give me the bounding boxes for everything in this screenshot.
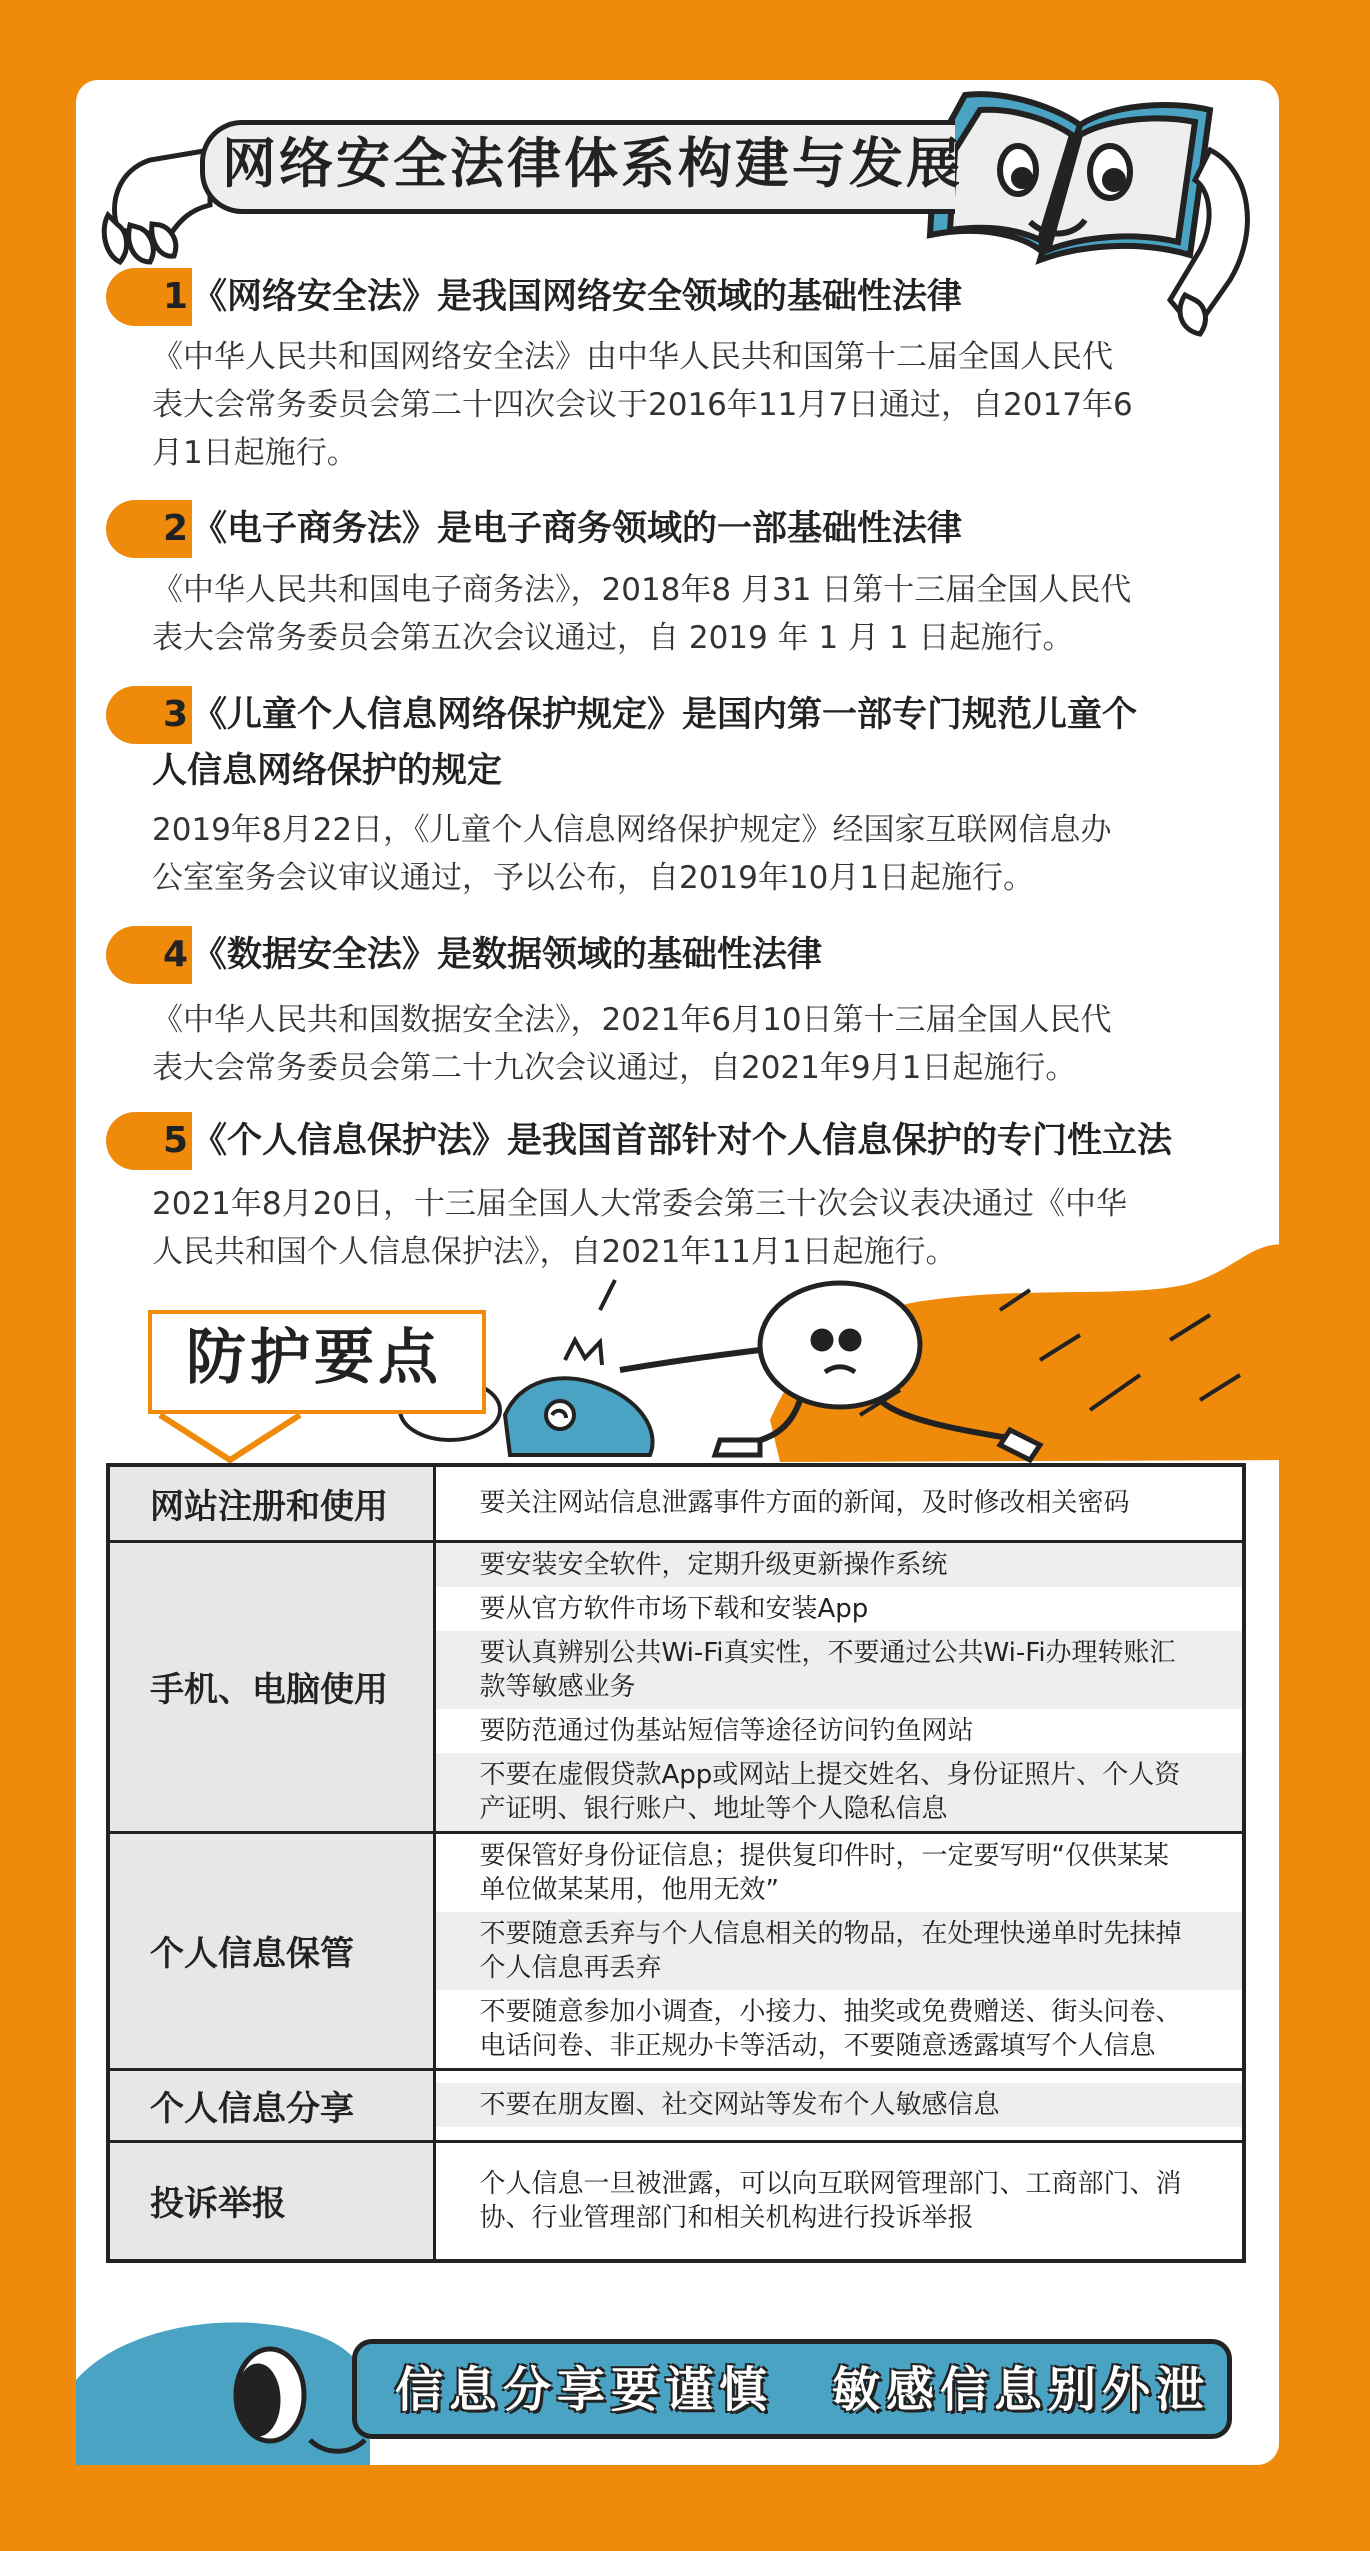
table-row [108,1541,1244,1832]
tip-text: 个人信息再丢弃 [479,1952,662,1983]
tip-item [436,1834,1243,1912]
section-body [152,566,1212,662]
section-body [152,333,1212,477]
row-items [434,1832,1244,2069]
hand-icon [104,150,210,262]
section-body [152,806,1212,902]
tip-text: 个人信息一旦被泄露，可以向互联网管理部门、工商部门、消 [479,2168,1182,2199]
body-line: 表大会常务委员会第五次会议通过，自 2019 年 1 月 1 日起施行。 [152,620,1074,656]
row-category: 个人信息保管 [108,1832,434,2069]
tip-text: 协、行业管理部门和相关机构进行投诉举报 [479,2202,974,2233]
tip-text: 单位做某某用，他用无效” [479,1874,779,1905]
body-line: 人民共和国个人信息保护法》，自2021年11月1日起施行。 [152,1234,957,1270]
protection-title: 防护要点 [186,1323,442,1393]
tip-text: 不要随意丢弃与个人信息相关的物品，在处理快递单时先抹掉 [479,1918,1182,1949]
tips-table [106,1463,1246,2263]
body-line: 月1日起施行。 [152,435,358,471]
body-line: 表大会常务委员会第二十四次会议于2016年11月7日通过，自2017年6 [152,387,1133,423]
tip-text: 不要随意参加小调查，小接力、抽奖或免费赠送、街头问卷、 [479,1996,1182,2027]
body-line: 《中华人民共和国网络安全法》由中华人民共和国第十二届全国人民代 [152,339,1113,375]
tip-text: 电话问卷、非正规办卡等活动，不要随意透露填写个人信息 [479,2030,1156,2061]
row-category: 网站注册和使用 [108,1465,434,1541]
section-heading: 《电子商务法》是电子商务领域的一部基础性法律 [192,509,963,549]
body-line: 2019年8月22日，《儿童个人信息网络保护规定》经国家互联网信息办 [152,812,1112,848]
section-heading: 《数据安全法》是数据领域的基础性法律 [192,935,823,975]
body-line: 公室室务会议审议通过，予以公布，自2019年10月1日起施行。 [152,860,1035,896]
section-number: 1 [106,268,192,326]
tip-text: 不要在虚假贷款App或网站上提交姓名、身份证照片、个人资 [479,1759,1181,1790]
table-row [108,1465,1244,1541]
tip-item [436,1753,1243,1831]
body-line: 2021年8月20日，十三届全国人大常委会第三十次会议表决通过《中华 [152,1186,1128,1222]
tip-item [436,1912,1243,1990]
tip-text: 要安装安全软件，定期升级更新操作系统 [479,1549,948,1580]
section-heading: 《个人信息保护法》是我国首部针对个人信息保护的专门性立法 [192,1121,1173,1161]
tip-item [436,1481,1243,1525]
tip-text: 要从官方软件市场下载和安装App [479,1593,869,1624]
row-items [434,1541,1244,1832]
chevron-down-icon [160,1415,300,1460]
footer-slogan-left: 信息分享要谨慎 [395,2362,774,2418]
tip-item [436,1990,1243,2068]
tip-item [436,1543,1243,1587]
section-number: 2 [106,500,192,558]
blue-blob [76,2322,370,2465]
row-category: 投诉举报 [108,2141,434,2261]
page-title: 网络安全法律体系构建与发展 [222,132,963,195]
row-category: 个人信息分享 [108,2069,434,2141]
body-line: 《中华人民共和国数据安全法》，2021年6月10日第十三届全国人民代 [152,1002,1112,1038]
book-icon [930,94,1210,260]
table-row [108,1832,1244,2069]
section-number: 5 [106,1112,192,1170]
tip-text: 要防范通过伪基站短信等途径访问钓鱼网站 [479,1715,974,1746]
tip-text: 款等敏感业务 [479,1671,636,1702]
section-body [152,996,1212,1092]
tip-item [436,1709,1243,1753]
row-items [434,2141,1244,2261]
tip-text: 产证明、银行账户、地址等个人隐私信息 [479,1793,948,1824]
row-items [434,2069,1244,2141]
section-heading: 《儿童个人信息网络保护规定》是国内第一部专门规范儿童个 [192,695,1138,735]
row-category: 手机、电脑使用 [108,1541,434,1832]
body-line: 《中华人民共和国电子商务法》，2018年8 月31 日第十三届全国人民代 [152,572,1132,608]
tip-text: 要关注网站信息泄露事件方面的新闻，及时修改相关密码 [479,1488,1130,1519]
section-number: 3 [106,686,192,744]
tip-item [436,2162,1243,2240]
body-line: 表大会常务委员会第二十九次会议通过，自2021年9月1日起施行。 [152,1050,1077,1086]
tip-text: 要保管好身份证信息；提供复印件时，一定要写明“仅供某某 [479,1840,1169,1871]
table-row [108,2141,1244,2261]
tip-text: 不要在朋友圈、社交网站等发布个人敏感信息 [479,2090,1000,2120]
section-heading: 《网络安全法》是我国网络安全领域的基础性法律 [192,277,963,317]
section-number: 4 [106,926,192,984]
tip-item [436,1587,1243,1631]
tip-text: 要认真辨别公共Wi-Fi真实性，不要通过公共Wi-Fi办理转账汇 [479,1637,1176,1668]
footer-slogan-right: 敏感信息别外泄 [832,2362,1211,2418]
tip-item [436,1631,1243,1709]
tip-item [436,2083,1243,2127]
section-heading-continued: 人信息网络保护的规定 [152,751,503,791]
table-row [108,2069,1244,2141]
row-items [434,1465,1244,1541]
